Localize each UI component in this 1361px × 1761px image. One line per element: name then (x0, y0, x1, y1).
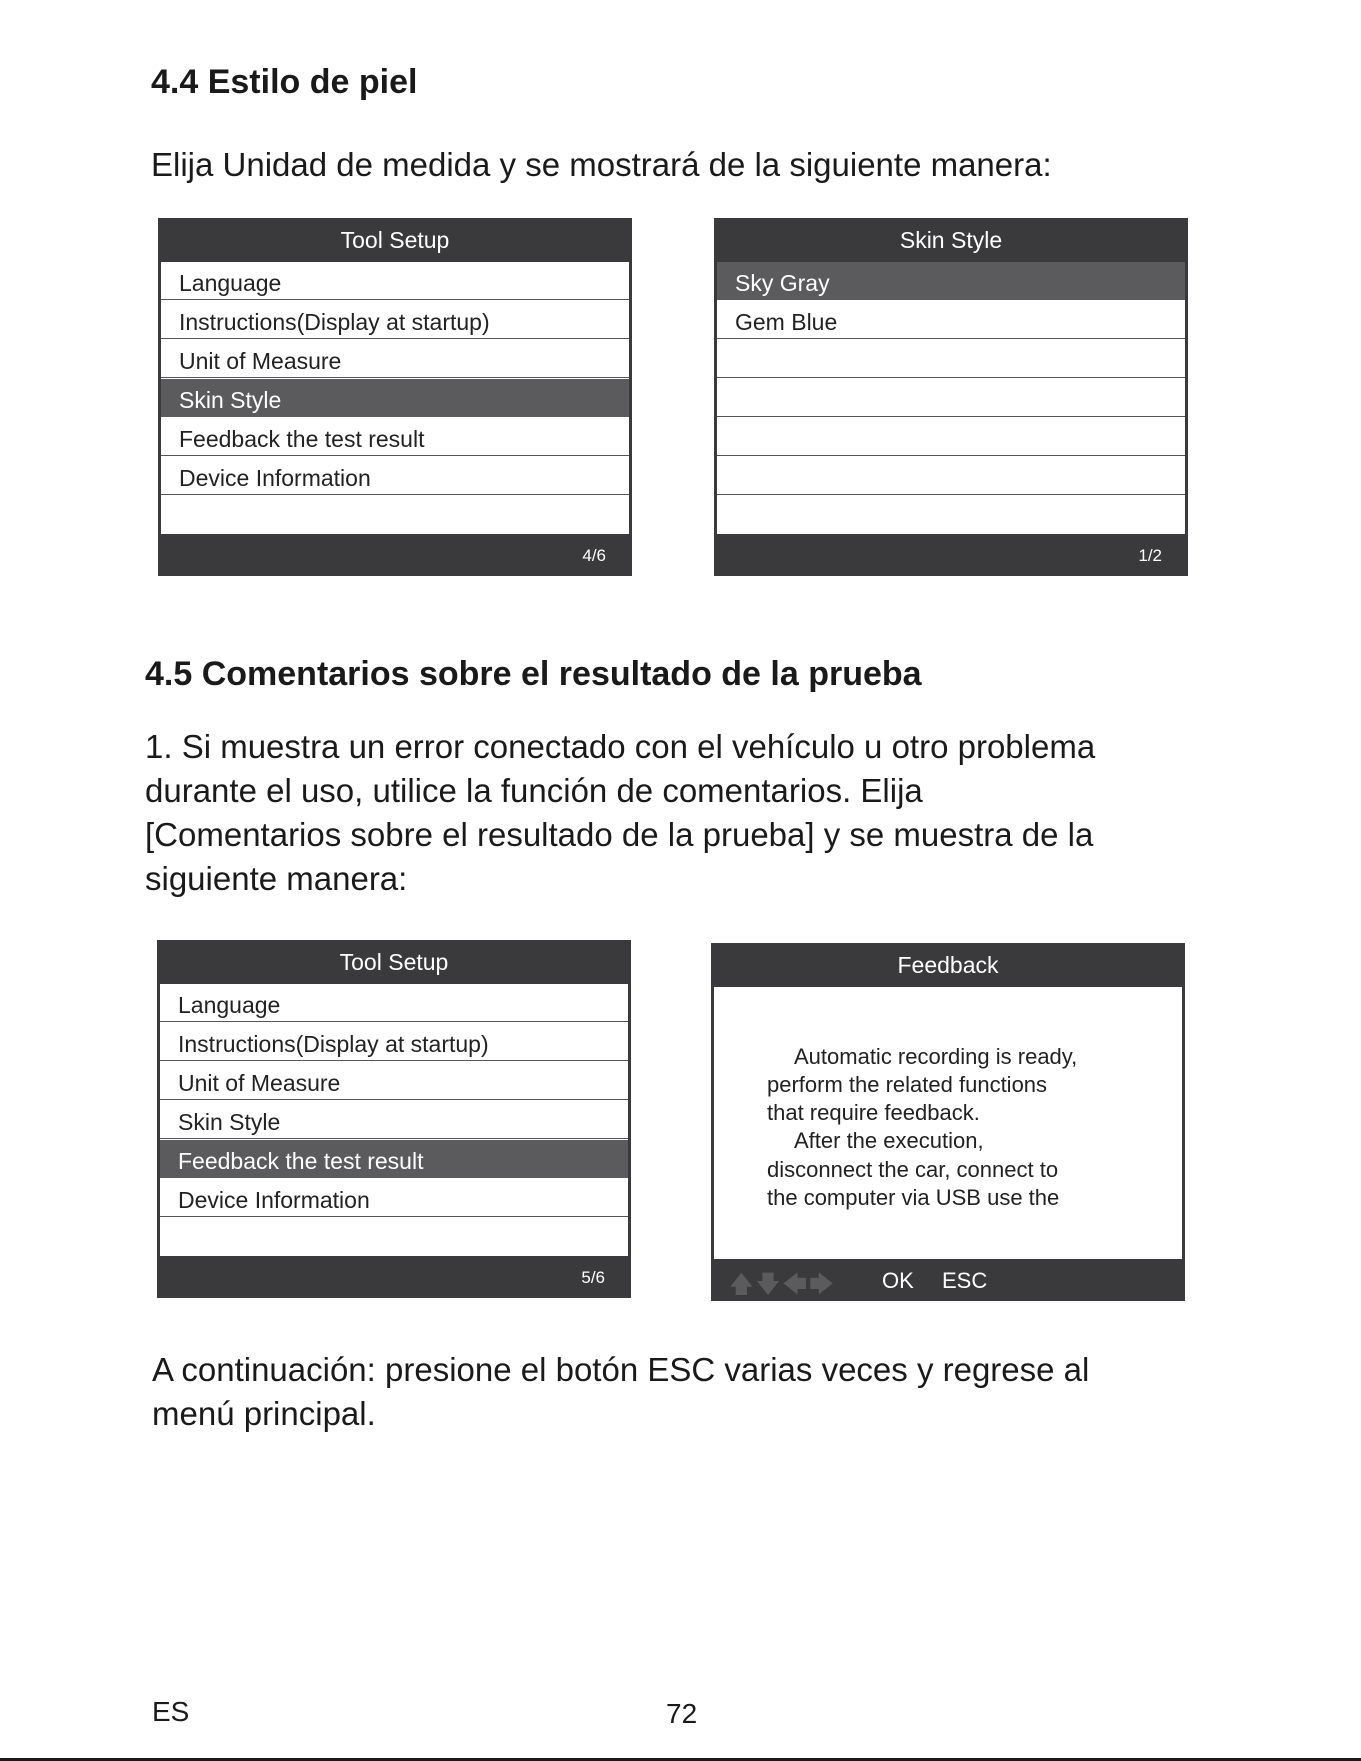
skin-option-sky-gray[interactable]: Sky Gray (717, 262, 1185, 300)
page-indicator: 4/6 (582, 546, 606, 565)
page-indicator: 5/6 (581, 1268, 605, 1287)
arrow-keys-icon: 🡅🡇🡄🡆 (729, 1271, 836, 1298)
screen-title: Tool Setup (339, 949, 449, 975)
menu-item-language[interactable]: Language (160, 984, 628, 1022)
screen-footer (714, 534, 1188, 576)
menu-item-language[interactable]: Language (161, 262, 629, 300)
tool-setup-screen-2 (157, 940, 631, 1298)
list-item (717, 379, 1185, 417)
feedback-line-4: After the execution, (794, 1128, 984, 1153)
section-paragraph-line-3: [Comentarios sobre el resultado de la prueba] y se muestra de la (145, 816, 1094, 853)
skin-style-screen (714, 218, 1188, 576)
section-intro: Elija Unidad de medida y se mostrará de la siguiente manera: (151, 146, 1052, 183)
screen-title: Tool Setup (340, 227, 450, 253)
feedback-line-6: the computer via USB use the (767, 1185, 1060, 1210)
menu-item-skin-style[interactable]: Skin Style (161, 379, 629, 417)
menu-list (161, 262, 629, 534)
menu-item-empty (160, 1218, 628, 1256)
screen-title: Skin Style (899, 227, 1003, 253)
skin-option-gem-blue[interactable]: Gem Blue (717, 301, 1185, 339)
list-item (717, 496, 1185, 534)
screen-footer (711, 1259, 1185, 1301)
footer-language: ES (152, 1696, 190, 1727)
menu-item-feedback[interactable]: Feedback the test result (161, 418, 629, 456)
menu-item-device-information[interactable]: Device Information (161, 457, 629, 495)
menu-item-empty (161, 496, 629, 534)
feedback-screen (711, 943, 1185, 1301)
menu-item-unit-of-measure[interactable]: Unit of Measure (161, 340, 629, 378)
skin-list (717, 262, 1185, 534)
screen-title: Feedback (897, 952, 999, 978)
tool-setup-screen-1 (158, 218, 632, 576)
menu-list (160, 984, 628, 1256)
section-paragraph-line-1: 1. Si muestra un error conectado con el vehículo u otro problema (145, 728, 1096, 765)
screen-footer (157, 1256, 631, 1298)
closing-line-1: A continuación: presione el botón ESC varias veces y regrese al (152, 1351, 1090, 1388)
feedback-line-2: perform the related functions (767, 1072, 1048, 1097)
feedback-message (714, 987, 1182, 1259)
list-item (717, 418, 1185, 456)
section-heading-feedback: 4.5 Comentarios sobre el resultado de la prueba (145, 655, 922, 693)
feedback-line-1: Automatic recording is ready, (794, 1044, 1078, 1069)
list-item (717, 457, 1185, 495)
feedback-line-5: disconnect the car, connect to (767, 1157, 1059, 1182)
menu-item-unit-of-measure[interactable]: Unit of Measure (160, 1062, 628, 1100)
ok-button[interactable]: OK (882, 1268, 914, 1293)
section-paragraph-line-2: durante el uso, utilice la función de comentarios. Elija (145, 772, 923, 809)
menu-item-feedback[interactable]: Feedback the test result (160, 1140, 628, 1178)
screen-footer (158, 534, 632, 576)
menu-item-skin-style[interactable]: Skin Style (160, 1101, 628, 1139)
menu-item-instructions[interactable]: Instructions(Display at startup) (160, 1023, 628, 1061)
section-paragraph-line-4: siguiente manera: (145, 860, 408, 897)
list-item (717, 340, 1185, 378)
page-number: 72 (666, 1698, 698, 1729)
menu-item-instructions[interactable]: Instructions(Display at startup) (161, 301, 629, 339)
page-indicator: 1/2 (1138, 546, 1162, 565)
menu-item-device-information[interactable]: Device Information (160, 1179, 628, 1217)
closing-line-2: menú principal. (152, 1395, 376, 1432)
esc-button[interactable]: ESC (942, 1268, 988, 1293)
section-heading-skin-style: 4.4 Estilo de piel (151, 63, 418, 101)
feedback-line-3: that require feedback. (767, 1100, 980, 1125)
